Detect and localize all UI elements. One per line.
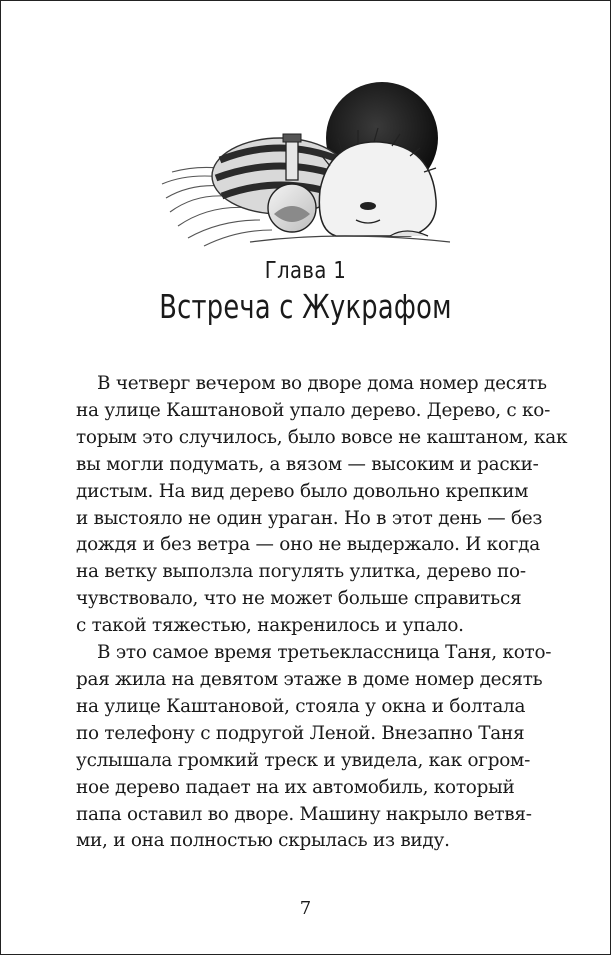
text-line: по телефону с подругой Леной. Внезапно Таня xyxy=(76,722,525,744)
text-line: папа оставил во дворе. Машину накрыло ветвя- xyxy=(76,803,532,825)
text-line: вы могли подумать, а вязом — высоким и раски- xyxy=(76,453,539,475)
text-line: торым это случилось, было вовсе не каштаном, как xyxy=(76,426,568,448)
text-line: дождя и без ветра — оно не выдержало. И когда xyxy=(76,534,540,556)
text-line: на улице Каштановой упало дерево. Дерево, с ко- xyxy=(76,399,551,421)
ground-shadow-shape xyxy=(250,236,450,242)
text-line: и выстояло не один ураган. Но в этот день — без xyxy=(76,507,543,529)
text-line: услышала громкий треск и увидела, как огром- xyxy=(76,749,531,771)
text-line: В это самое время третьеклассница Таня, кото- xyxy=(97,642,552,664)
body-text xyxy=(76,371,568,855)
chapter-label: Глава 1 xyxy=(264,258,347,284)
text-line: В четверг вечером во дворе дома номер десять xyxy=(97,373,547,394)
paragraph xyxy=(76,371,568,640)
text-line: ное дерево падает на их автомобиль, который xyxy=(76,776,515,798)
text-line: на улице Каштановой, стояла у окна и болтала xyxy=(76,695,526,717)
chapter-title: Встреча с Жукрафом xyxy=(159,287,452,326)
paragraph xyxy=(76,640,552,855)
text-line: чувствовало, что не может больше справиться xyxy=(76,588,522,610)
text-line: на ветку выползла погулять улитка, дерево по- xyxy=(76,561,526,583)
chapter-illustration xyxy=(160,80,460,250)
text-line: рая жила на девятом этаже в доме номер десять xyxy=(76,668,543,690)
text-line: дистым. На вид дерево было довольно крепким xyxy=(76,480,529,502)
page-number: 7 xyxy=(299,898,312,919)
text-line: ми, и она полностью скрылась из виду. xyxy=(76,830,450,852)
text-line: с такой тяжестью, накренилось и упало. xyxy=(76,615,464,637)
